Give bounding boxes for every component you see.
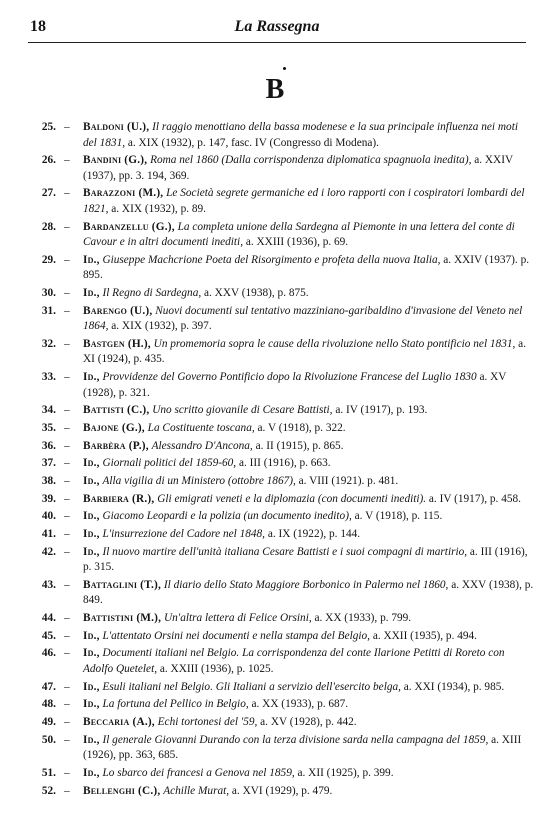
entry-title: Il Regno di Sardegna, xyxy=(102,286,202,299)
entry-body xyxy=(83,370,534,401)
entry-body xyxy=(83,697,534,713)
entry-number: 40. xyxy=(41,510,56,523)
entry-title: Giornali politici del 1859-60, xyxy=(102,457,237,470)
entry-body xyxy=(83,646,534,677)
entry-citation: a. IV (1917), p. 458. xyxy=(428,492,521,505)
entry-citation: a. XXV (1938), p. 849. xyxy=(83,578,534,607)
entry-body xyxy=(83,492,534,508)
entry-citation: a. XX (1933), p. 687. xyxy=(251,698,349,711)
entry-dash: – xyxy=(64,733,70,746)
entry-author: Id., xyxy=(83,510,100,523)
entry-author: Battaglini (T.), xyxy=(83,578,162,591)
entry-body xyxy=(83,153,534,184)
bibliography-entry xyxy=(28,766,534,782)
entry-dash: – xyxy=(64,404,70,417)
entry-number: 49. xyxy=(41,716,56,728)
bibliography-entry xyxy=(28,629,534,645)
entry-dash: – xyxy=(64,371,70,383)
entry-body xyxy=(83,304,534,335)
entry-dash: – xyxy=(64,154,70,167)
entry-number: 36. xyxy=(41,439,56,452)
entry-title: L'insurrezione del Cadore nel 1848, xyxy=(102,528,266,540)
entry-dash: – xyxy=(64,784,70,797)
entry-author: Barbiera (R.), xyxy=(83,492,155,505)
entry-title: Achille Murat, xyxy=(163,784,230,797)
entry-title: Uno scritto giovanile di Cesare Battisti, xyxy=(152,404,333,417)
entry-dash: – xyxy=(64,421,70,434)
entry-number: 25. xyxy=(41,121,56,133)
entry-author: Barbèra (P.), xyxy=(83,439,149,452)
entry-body xyxy=(83,784,534,800)
entry-citation: a. III (1916), p. 315. xyxy=(83,545,528,574)
bibliography-entry xyxy=(28,220,534,251)
entry-author: Id., xyxy=(83,253,100,266)
entry-number: 41. xyxy=(41,528,56,540)
bibliography-entry xyxy=(28,337,534,368)
entry-dash: – xyxy=(64,528,70,540)
entry-title: La Costituente toscana, xyxy=(147,421,255,434)
entry-citation: a. XIII (1926), pp. 363, 685. xyxy=(83,733,522,762)
entry-author: Bardanzellu (G.), xyxy=(83,220,175,233)
entry-title: Lo sbarco dei francesi a Genova nel 1859, xyxy=(102,766,295,779)
entry-title: Il diario dello Stato Maggiore Borbonico in Palermo nel 1860, xyxy=(163,578,449,591)
entry-number: 47. xyxy=(41,680,56,693)
entry-citation: a. XXIII (1936), p. 69. xyxy=(245,236,349,249)
bibliography-entry xyxy=(28,697,534,713)
entry-body xyxy=(83,120,534,151)
entry-citation: a. V (1918), p. 115. xyxy=(354,510,443,523)
entry-citation: a. III (1916), p. 663. xyxy=(238,457,331,470)
entry-dash: – xyxy=(64,510,70,523)
entry-number: 26. xyxy=(41,154,56,167)
entry-dash: – xyxy=(64,612,70,625)
bibliography-entry xyxy=(28,545,534,576)
entry-citation: a. XXV (1938), p. 875. xyxy=(204,286,309,299)
entry-citation: a. XX (1933), p. 799. xyxy=(314,612,412,625)
bibliography-entry xyxy=(28,186,534,217)
entry-citation: a. XXIII (1936), p. 1025. xyxy=(159,662,274,675)
running-title: La Rassegna xyxy=(234,18,320,35)
entry-number: 27. xyxy=(41,187,56,200)
entry-citation: a. XXII (1935), p. 494. xyxy=(372,629,477,642)
bibliography-entry xyxy=(28,733,534,764)
entry-number: 52. xyxy=(41,784,56,797)
entry-citation: a. IV (1917), p. 193. xyxy=(335,404,428,417)
entry-number: 42. xyxy=(41,545,56,558)
bibliography-entry xyxy=(28,492,534,508)
entry-number: 28. xyxy=(41,220,56,233)
entry-body xyxy=(83,421,534,437)
ornament-dot xyxy=(283,67,286,70)
entry-title: Il raggio menottiano della bassa modenese e la sua principale influenza nei moti del 1831, xyxy=(83,121,518,149)
bibliography-entry xyxy=(28,611,534,627)
entry-dash: – xyxy=(64,439,70,452)
entry-citation: a. XV (1928), p. 442. xyxy=(260,716,357,728)
entry-author: Id., xyxy=(83,629,100,642)
entry-number: 44. xyxy=(41,612,56,625)
entry-number: 45. xyxy=(41,629,56,642)
entry-author: Id., xyxy=(83,286,100,299)
section-letter: B xyxy=(265,74,285,105)
entry-author: Bastgen (H.), xyxy=(83,337,151,350)
entry-number: 43. xyxy=(41,578,56,591)
entry-citation: a. XXIV (1937), pp. 3. 194, 369. xyxy=(83,154,513,182)
entry-author: Id., xyxy=(83,680,100,693)
entry-author: Baldoni (U.), xyxy=(83,121,150,133)
bibliography-entry xyxy=(28,120,534,151)
bibliography-entry xyxy=(28,527,534,543)
entry-title: Gli emigrati veneti e la diplomazia (con documenti inediti). xyxy=(157,492,427,505)
entry-title: Echi tortonesi del '59, xyxy=(157,716,258,728)
entry-body xyxy=(83,733,534,764)
entry-body xyxy=(83,611,534,627)
entry-dash: – xyxy=(64,716,70,728)
entry-citation: a. XIX (1932), p. 397. xyxy=(111,320,212,333)
entry-citation: a. IX (1922), p. 144. xyxy=(267,528,361,540)
entry-number: 34. xyxy=(41,404,56,417)
entry-title: Alla vigilia di un Ministero (ottobre 1867), xyxy=(102,474,296,487)
entry-number: 30. xyxy=(41,286,56,299)
entry-citation: a. XIX (1932), p. 147, fasc. IV (Congresso di Modena). xyxy=(127,136,379,149)
bibliography-entry xyxy=(28,784,534,800)
entry-dash: – xyxy=(64,286,70,299)
entry-title: Il generale Giovanni Durando con la terza divisione sarda nella campagna del 1859, xyxy=(102,733,489,746)
entry-title: Alessandro D'Ancona, xyxy=(151,439,253,452)
entry-body xyxy=(83,578,534,609)
entry-body xyxy=(83,629,534,645)
entry-dash: – xyxy=(64,337,70,350)
entry-number: 51. xyxy=(41,766,56,779)
entry-author: Barazzoni (M.), xyxy=(83,187,164,200)
entry-author: Battisti (C.), xyxy=(83,404,150,417)
entry-title: Le Società segrete germaniche ed i loro rapporti con i cospiratori lombardi del 1821, xyxy=(83,187,525,215)
bibliography-entry xyxy=(28,456,534,472)
entry-title: Esuli italiani nel Belgio. Gli Italiani a servizio dell'esercito belga, xyxy=(102,680,401,693)
entry-title: Un'altra lettera di Felice Orsini, xyxy=(163,612,312,625)
entry-dash: – xyxy=(64,629,70,642)
entry-dash: – xyxy=(64,578,70,591)
entry-dash: – xyxy=(64,457,70,470)
entry-number: 50. xyxy=(41,733,56,746)
entry-citation: a. XVI (1929), p. 479. xyxy=(231,784,333,797)
entry-number: 46. xyxy=(41,647,56,660)
bibliography-list xyxy=(28,120,534,801)
entry-title: Roma nel 1860 (Dalla corrispondenza diplomatica spagnuola inedita), xyxy=(150,154,472,167)
entry-dash: – xyxy=(64,680,70,693)
entry-number: 37. xyxy=(41,457,56,470)
entry-author: Id., xyxy=(83,733,100,746)
entry-number: 39. xyxy=(41,492,56,505)
entry-author: Id., xyxy=(83,647,100,660)
bibliography-entry xyxy=(28,421,534,437)
bibliography-entry xyxy=(28,403,534,419)
entry-citation: a. XI (1924), p. 435. xyxy=(83,337,526,366)
bibliography-entry xyxy=(28,509,534,525)
entry-number: 32. xyxy=(41,337,56,350)
page-number: 18 xyxy=(30,18,46,35)
entry-author: Id., xyxy=(83,766,100,779)
entry-body xyxy=(83,337,534,368)
entry-title: Il nuovo martire dell'unità italiana Cesare Battisti e i suoi compagni di martirio, xyxy=(102,545,468,558)
entry-title: Giuseppe Machcrione Poeta del Risorgimento e profeta della nuova Italia, xyxy=(102,253,441,266)
entry-dash: – xyxy=(64,253,70,266)
entry-number: 31. xyxy=(41,304,56,317)
bibliography-entry xyxy=(28,680,534,696)
entry-body xyxy=(83,680,534,696)
entry-number: 38. xyxy=(41,474,56,487)
entry-title: L'attentato Orsini nei documenti e nella stampa del Belgio, xyxy=(102,629,370,642)
entry-body xyxy=(83,474,534,490)
entry-title: Documenti italiani nel Belgio. La corrispondenza del conte Ilarione Petitti di Roreto con Adolfo Quetelet, xyxy=(83,647,505,675)
bibliography-entry xyxy=(28,253,534,284)
entry-body xyxy=(83,715,534,731)
entry-title: La completa unione della Sardegna al Piemonte in una lettera del conte di Cavour e in altri documenti inediti, xyxy=(83,220,515,249)
entry-citation: a. VIII (1921). p. 481. xyxy=(298,474,399,487)
entry-citation: a. XV (1928), p. 321. xyxy=(83,371,507,399)
entry-citation: a. II (1915), p. 865. xyxy=(255,439,344,452)
entry-title: Provvidenze del Governo Pontificio dopo la Rivoluzione Francese del Luglio 1830 xyxy=(102,371,477,383)
entry-dash: – xyxy=(64,187,70,200)
entry-body xyxy=(83,439,534,455)
entry-body xyxy=(83,509,534,525)
entry-title: La fortuna del Pellico in Belgio, xyxy=(102,698,249,711)
entry-dash: – xyxy=(64,545,70,558)
entry-dash: – xyxy=(64,474,70,487)
entry-body xyxy=(83,220,534,251)
bibliography-entry xyxy=(28,439,534,455)
entry-author: Barengo (U.), xyxy=(83,304,153,317)
entry-dash: – xyxy=(64,220,70,233)
entry-number: 29. xyxy=(41,253,56,266)
entry-dash: – xyxy=(64,492,70,505)
entry-dash: – xyxy=(64,121,70,133)
entry-dash: – xyxy=(64,698,70,711)
entry-number: 48. xyxy=(41,698,56,711)
bibliography-entry xyxy=(28,715,534,731)
entry-author: Bellenghi (C.), xyxy=(83,784,161,797)
entry-citation: a. V (1918), p. 322. xyxy=(257,421,346,434)
entry-body xyxy=(83,286,534,302)
entry-title: Nuovi documenti sul tentativo mazziniano-garibaldino d'invasione del Veneto nel 1864, xyxy=(83,304,523,333)
entry-author: Id., xyxy=(83,545,100,558)
entry-author: Id., xyxy=(83,371,100,383)
entry-citation: a. XXIV (1937). p. 895. xyxy=(83,253,530,282)
entry-dash: – xyxy=(64,647,70,660)
entry-author: Bajone (G.), xyxy=(83,421,145,434)
entry-dash: – xyxy=(64,766,70,779)
entry-title: Giacomo Leopardi e la polizia (un documento inedito), xyxy=(102,510,352,523)
entry-body xyxy=(83,545,534,576)
entry-author: Beccaria (A.), xyxy=(83,716,155,728)
entry-body xyxy=(83,403,534,419)
entry-author: Id., xyxy=(83,528,100,540)
entry-citation: a. XIX (1932), p. 89. xyxy=(111,202,206,215)
entry-body xyxy=(83,766,534,782)
entry-author: Id., xyxy=(83,474,100,487)
entry-body xyxy=(83,186,534,217)
entry-body xyxy=(83,456,534,472)
bibliography-entry xyxy=(28,286,534,302)
entry-citation: a. XII (1925), p. 399. xyxy=(297,766,394,779)
page-header xyxy=(28,16,526,43)
bibliography-entry xyxy=(28,646,534,677)
entry-author: Id., xyxy=(83,457,100,470)
entry-author: Bandini (G.), xyxy=(83,154,148,167)
entry-number: 33. xyxy=(41,371,56,383)
bibliography-entry xyxy=(28,578,534,609)
bibliography-entry xyxy=(28,153,534,184)
entry-number: 35. xyxy=(41,421,56,434)
entry-dash: – xyxy=(64,304,70,317)
entry-author: Id., xyxy=(83,698,100,711)
entry-body xyxy=(83,527,534,543)
entry-title: Un promemoria sopra le cause della rivoluzione nello Stato pontificio nel 1831, xyxy=(153,337,516,350)
entry-author: Battistini (M.), xyxy=(83,612,162,625)
entry-citation: a. XXI (1934), p. 985. xyxy=(403,680,505,693)
bibliography-entry xyxy=(28,304,534,335)
bibliography-entry xyxy=(28,474,534,490)
bibliography-entry xyxy=(28,370,534,401)
entry-body xyxy=(83,253,534,284)
